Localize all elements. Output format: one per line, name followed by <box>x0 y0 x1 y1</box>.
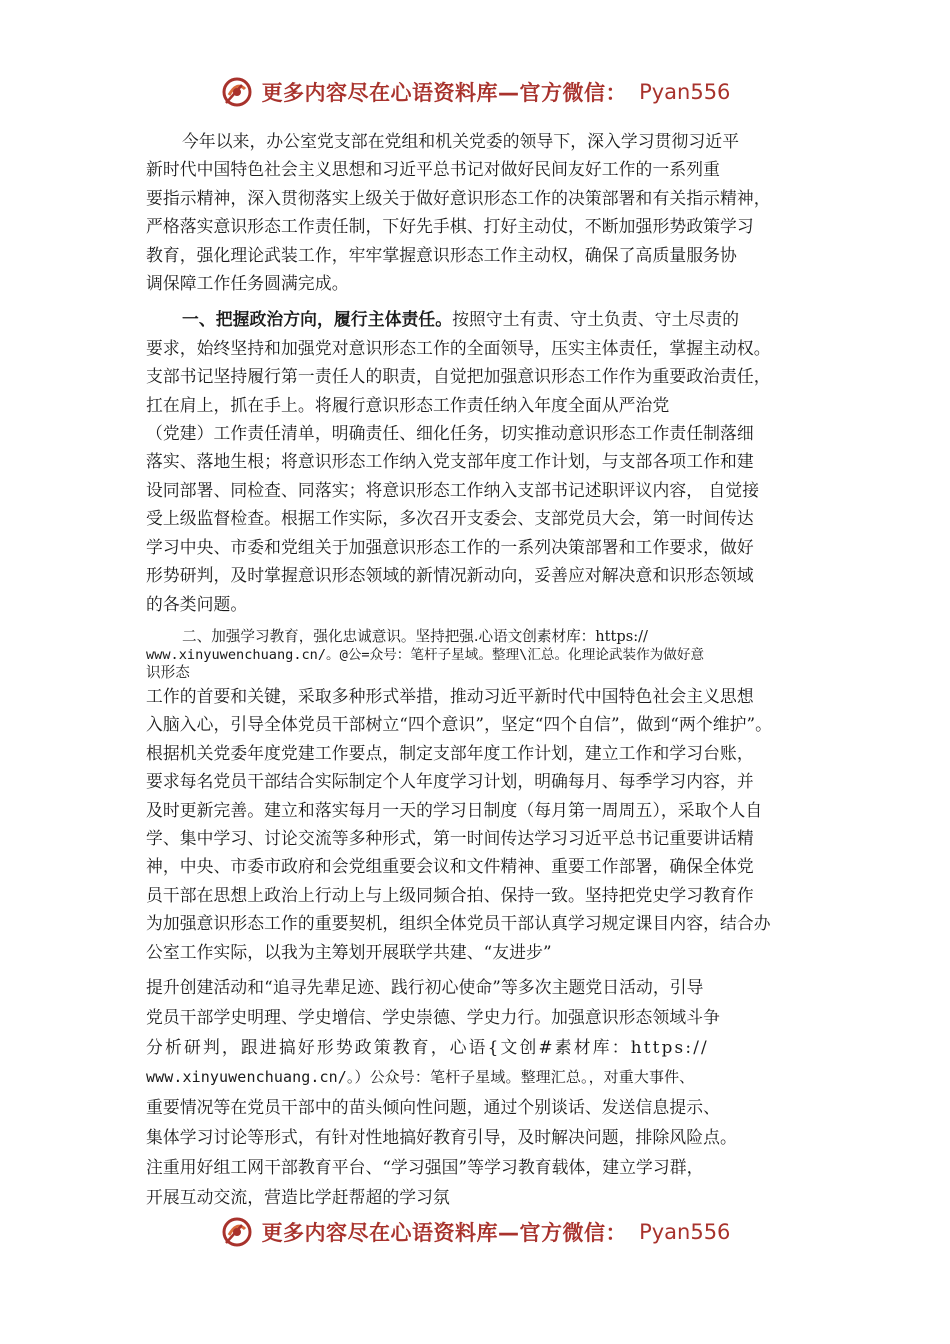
paragraph-section-one <box>146 305 822 617</box>
text-line: 学习中央、市委和党组关于加强意识形态工作的一系列决策部署和工作要求，做好 <box>146 536 754 557</box>
logo-icon <box>220 75 254 109</box>
text-line: 教育，强化理论武装工作，牢牢掌握意识形态工作主动权，确保了高质量服务协 <box>146 244 737 265</box>
text-line: 为加强意识形态工作的重要契机，组织全体党员干部认真学习规定课目内容，结合办 <box>146 913 771 934</box>
text-line: 党员干部学史明理、学史增信、学史崇德、学史力行。加强意识形态领域斗争 <box>146 1006 720 1027</box>
text-run: 按照守土有责、守土负责、守土尽责的 <box>452 309 740 330</box>
text-line: 落实、落地生根；将意识形态工作纳入党支部年度工作计划，与支部各项工作和建 <box>146 451 754 472</box>
paragraph-section-two <box>146 628 822 966</box>
text-line: 提升创建活动和“追寻先辈足迹、践行初心使命”等多次主题党日活动，引导 <box>146 976 704 997</box>
text-line: 要求，始终坚持和加强党对意识形态工作的全面领导，压实主体责任，掌握主动权。 <box>146 337 771 358</box>
text-line: 重要情况等在党员干部中的苗头倾向性问题，通过个别谈话、发送信息提示、 <box>146 1096 720 1117</box>
text-line: 新时代中国特色社会主义思想和习近平总书记对做好民间友好工作的一系列重 <box>146 159 720 180</box>
text-line: 调保障工作任务圆满完成。 <box>146 273 349 294</box>
text-line: www.xinyuwenchuang.cn/。）公众号：笔杆子星域。整理汇总。，对重大事件、 <box>146 1067 695 1086</box>
text-line: 形势研判，及时掌握意识形态领域的新情况新动向，妥善应对解决意和识形态领域 <box>146 565 754 586</box>
logo-icon <box>220 1215 254 1249</box>
banner-text: 更多内容尽在心语资料库—官方微信： <box>261 1221 628 1245</box>
text-line: 学、集中学习、讨论交流等多种形式，第一时间传达学习习近平总书记重要讲话精 <box>146 827 754 848</box>
document-body <box>146 127 822 1212</box>
text-line: 员干部在思想上政治上行动上与上级同频合拍、保持一致。坚持把党史学习教育作 <box>146 884 754 905</box>
text-line: 公室工作实际，以我为主筹划开展联学共建、“友进步” <box>146 941 552 962</box>
paragraph-intro <box>146 127 822 297</box>
text-line: （党建）工作责任清单，明确责任、细化任务，切实推动意识形态工作责任制落细 <box>146 423 754 444</box>
footer-banner <box>0 1212 950 1252</box>
paragraph-continued <box>146 972 822 1212</box>
text-line: www.xinyuwenchuang.cn/。@公=众号：笔杆子星域。整理\汇总。化理论武装作为做好意 <box>146 646 705 663</box>
section-heading: 一、把握政治方向，履行主体责任。 <box>182 309 453 330</box>
text-line: 要求每名党员干部结合实际制定个人年度学习计划，明确每月、每季学习内容，并 <box>146 771 754 792</box>
text-line: 及时更新完善。建立和落实每月一天的学习日制度（每月第一周周五），采取个人自 <box>146 799 763 820</box>
text-line: 神，中央、市委市政府和会党组重要会议和文件精神、重要工作部署，确保全体党 <box>146 856 754 877</box>
text-line: 设同部署、同检查、同落实；将意识形态工作纳入支部书记述职评议内容， 自觉接 <box>146 479 760 500</box>
text-line: 受上级监督检查。根据工作实际，多次召开支委会、支部党员大会，第一时间传达 <box>146 508 754 529</box>
banner-text: 更多内容尽在心语资料库—官方微信： <box>261 81 628 105</box>
text-line: 工作的首要和关键，采取多种形式举措，推动习近平新时代中国特色社会主义思想 <box>146 685 754 706</box>
banner-wechat-id: Pyan556 <box>639 1220 731 1244</box>
text-line: 严格落实意识形态工作责任制，下好先手棋、打好主动仗，不断加强形势政策学习 <box>146 216 754 237</box>
text-line: 二、加强学习教育，强化忠诚意识。坚持把强.心语文创素材库：https:// <box>182 627 648 645</box>
header-banner <box>0 72 950 112</box>
text-line: 根据机关党委年度党建工作要点，制定支部年度工作计划，建立工作和学习台账， <box>146 742 754 763</box>
text-line: 识形态 <box>146 663 190 681</box>
text-line: 集体学习讨论等形式，有针对性地搞好教育引导，及时解决问题，排除风险点。 <box>146 1126 737 1147</box>
text-line: 要指示精神，深入贯彻落实上级关于做好意识形态工作的决策部署和有关指示精神， <box>146 187 771 208</box>
text-line: 的各类问题。 <box>146 593 248 614</box>
text-line: 分析研判，跟进搞好形势政策教育，心语{文创#素材库：https:// <box>146 1036 709 1057</box>
text-line: 入脑入心，引导全体党员干部树立“四个意识”，坚定“四个自信”，做到“两个维护”。 <box>146 714 773 735</box>
banner-wechat-id: Pyan556 <box>639 80 731 104</box>
text-line: 扛在肩上，抓在手上。将履行意识形态工作责任纳入年度全面从严治党 <box>146 394 670 415</box>
text-line: 开展互动交流，营造比学赶帮超的学习氛 <box>146 1186 450 1207</box>
text-line <box>146 305 822 333</box>
text-line: 今年以来，办公室党支部在党组和机关党委的领导下，深入学习贯彻习近平 <box>182 131 740 151</box>
text-line: 支部书记坚持履行第一责任人的职责，自觉把加强意识形态工作作为重要政治责任， <box>146 366 771 387</box>
text-line: 注重用好组工网干部教育平台、“学习强国”等学习教育载体，建立学习群， <box>146 1156 704 1177</box>
